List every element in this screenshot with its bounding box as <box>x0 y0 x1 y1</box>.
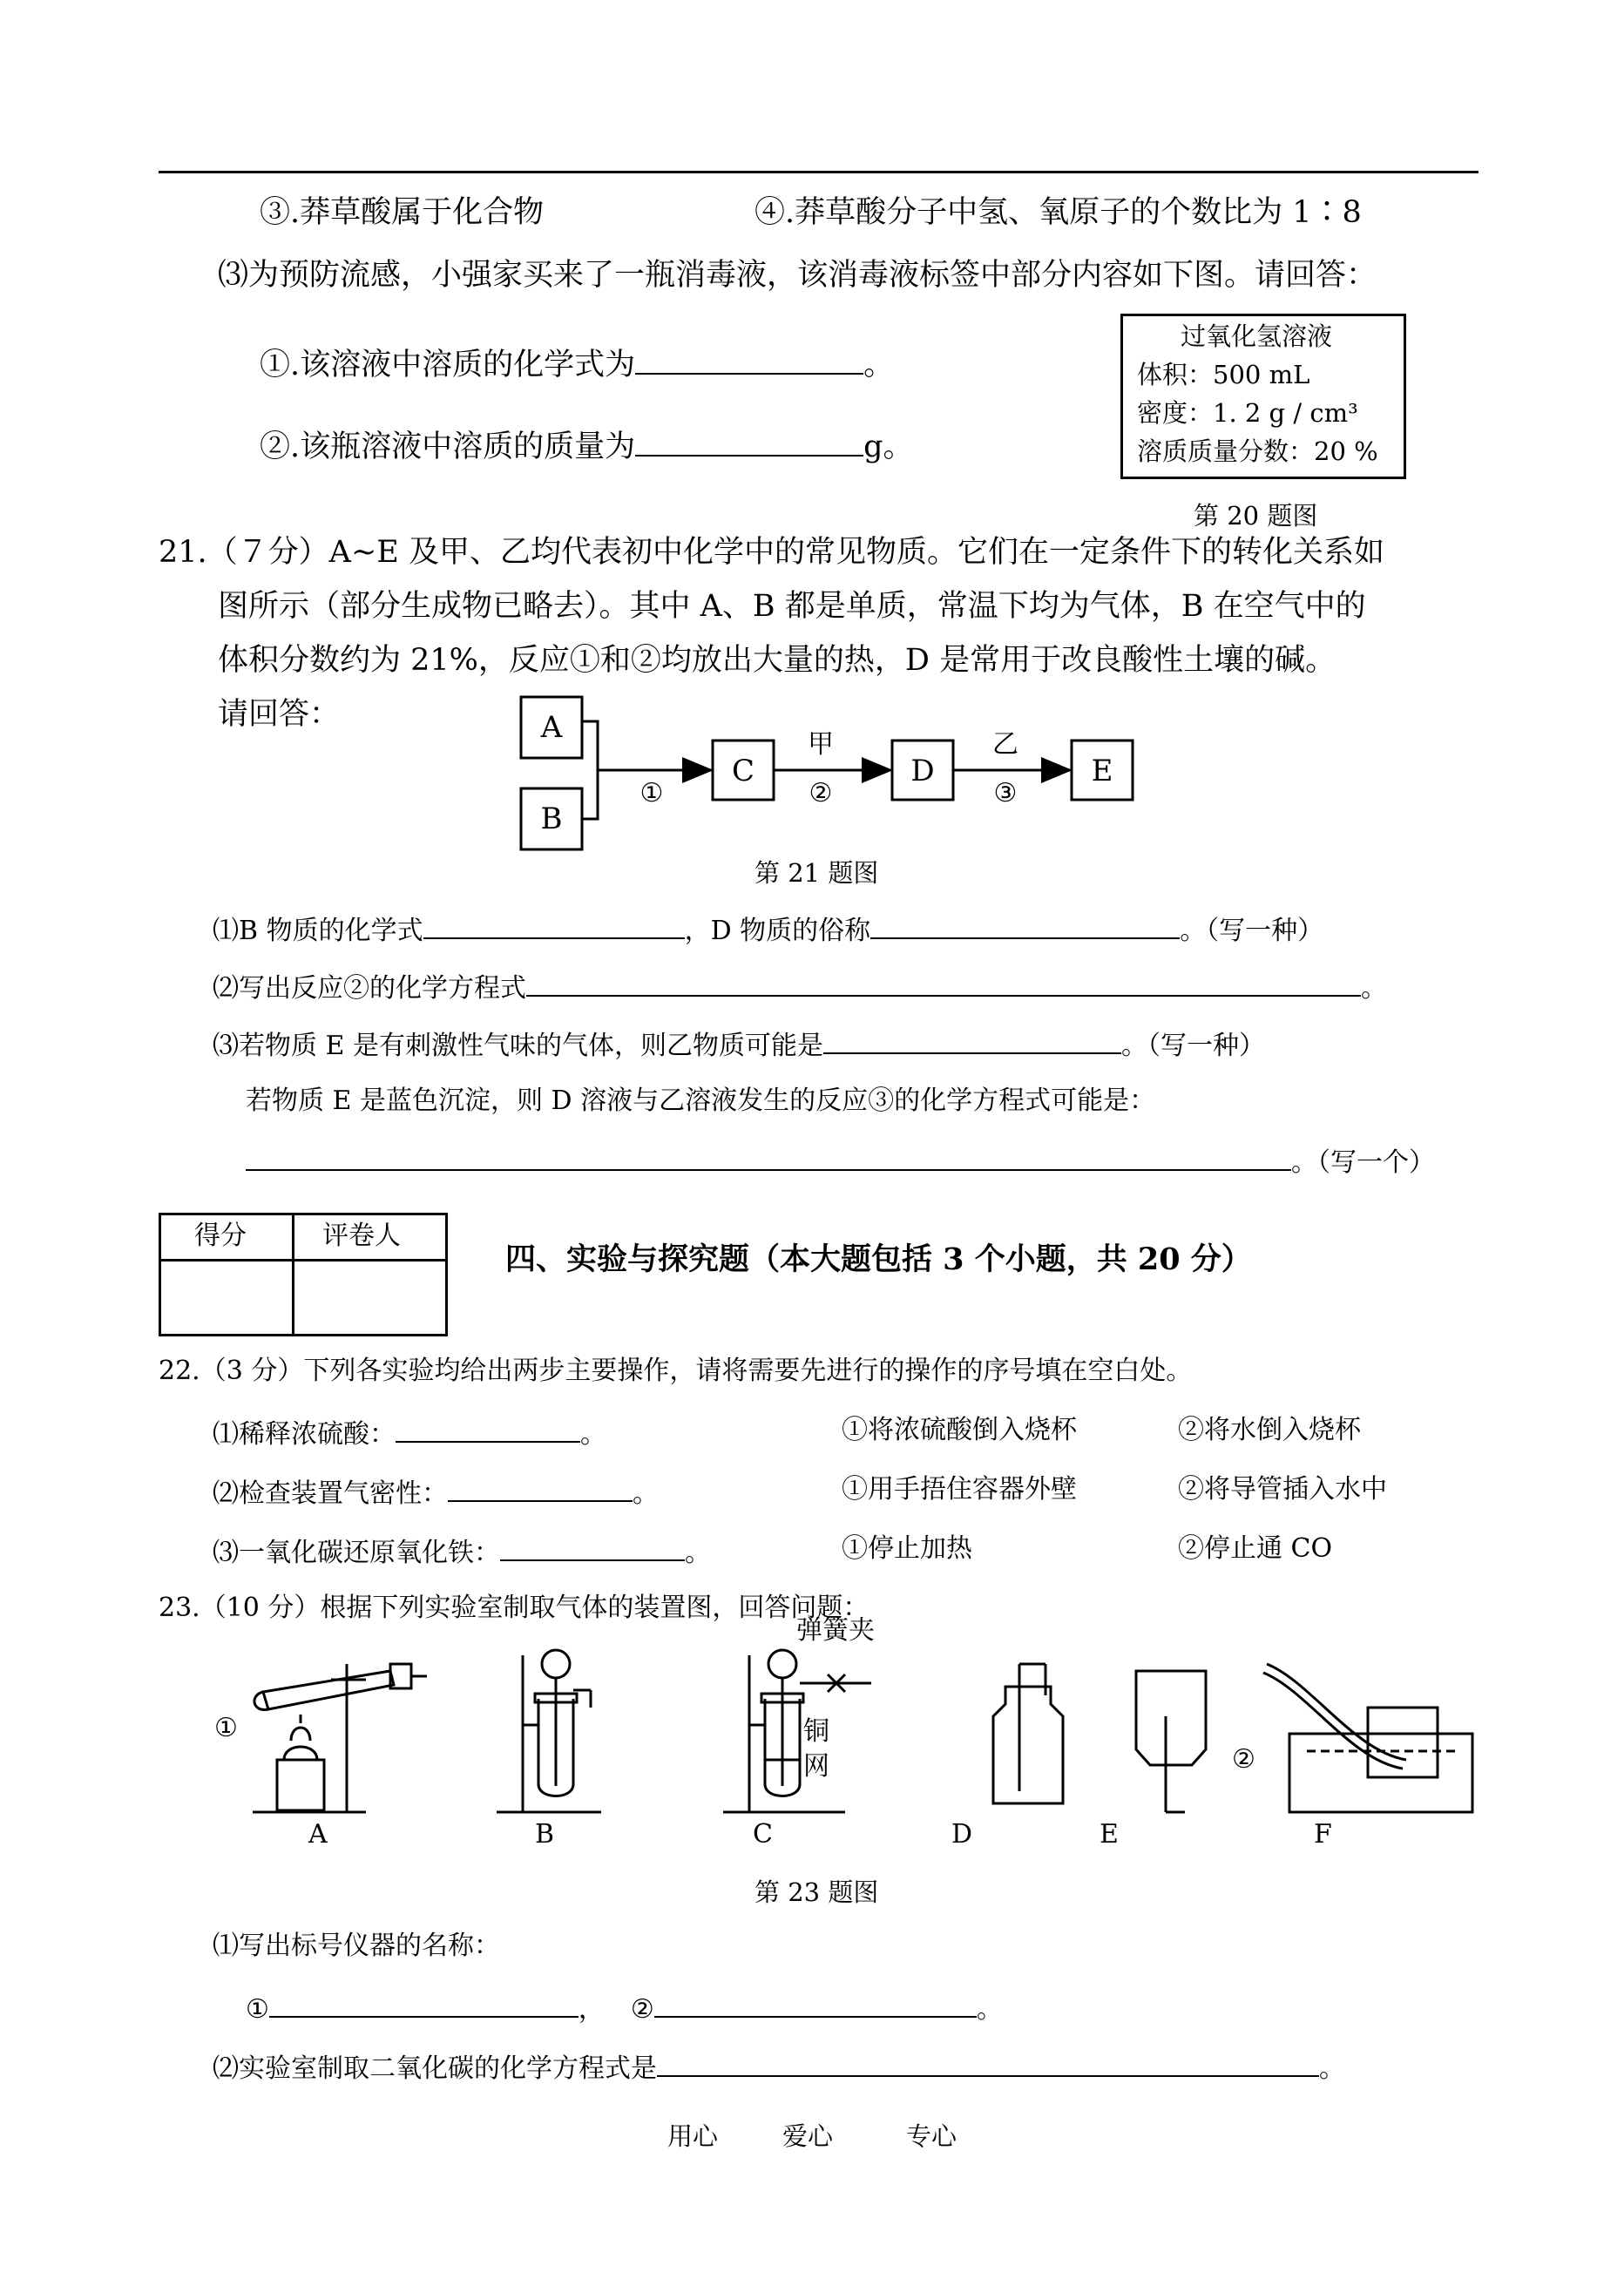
q21-stem-line2: 图所示（部分生成物已略去）。其中 A、B 都是单质，常温下均为气体，B 在空气中的 <box>218 589 1366 624</box>
q21-sub3: ⑶若物质 E 是有刺激性气味的气体，则乙物质可能是 。（写一种） <box>213 1026 1265 1062</box>
apparatus-label-c: C <box>753 1819 773 1850</box>
figure-20-caption: 第 20 题图 <box>1194 501 1318 531</box>
bracket <box>582 721 598 819</box>
disinfectant-label <box>1120 314 1406 479</box>
q22-row2: ⑵检查装置气密性： 。 <box>213 1474 659 1510</box>
q22-row3: ⑶一氧化碳还原氧化铁： 。 <box>213 1533 711 1569</box>
apparatus-label-f: F <box>1314 1819 1332 1850</box>
copper-mesh-label-2: 网 <box>803 1751 829 1782</box>
apparatus-label-d: D <box>951 1819 973 1850</box>
grader-header: 评卷人 <box>322 1221 401 1251</box>
box-b-label: B <box>540 802 563 836</box>
q22-row3-option1: ①停止加热 <box>842 1533 972 1564</box>
apparatus-label-e: E <box>1100 1819 1119 1850</box>
apparatus-c <box>723 1650 871 1812</box>
figure-23-caption: 第 23 题图 <box>754 1877 879 1907</box>
q22-row3-option2: ②停止通 CO <box>1178 1533 1333 1564</box>
copper-mesh-label-1: 铜 <box>803 1716 829 1747</box>
q21-stem-line4: 请回答： <box>218 697 341 732</box>
q22-row2-option2: ②将导管插入水中 <box>1178 1474 1387 1505</box>
top-rule <box>159 171 1479 173</box>
answer-blank[interactable] <box>246 1143 1291 1171</box>
box-a-label: A <box>540 710 563 745</box>
instrument-mark-1: ① <box>214 1713 238 1743</box>
reaction-1-mark: ① <box>639 778 664 808</box>
answer-blank[interactable] <box>870 911 1180 939</box>
answer-blank[interactable] <box>654 1990 977 2018</box>
answer-blank[interactable] <box>526 969 1361 997</box>
label-volume: 体积：500 mL <box>1137 360 1310 389</box>
answer-blank[interactable] <box>500 1533 685 1561</box>
apparatus-b <box>497 1650 601 1812</box>
label-title: 过氧化氢溶液 <box>1181 321 1333 351</box>
box-c-label: C <box>731 754 755 788</box>
q22-row2-option1: ①用手捂住容器外壁 <box>842 1474 1077 1505</box>
answer-blank[interactable] <box>635 347 863 375</box>
q22-stem: 22.（3 分）下列各实验均给出两步主要操作，请将需要先进行的操作的序号填在空白处。 <box>159 1356 1193 1386</box>
answer-blank[interactable] <box>823 1026 1121 1054</box>
footer-motto-3: 专心 <box>906 2121 957 2151</box>
q21-stem-line1: 21.（７分）A~E 及甲、乙均代表初中化学中的常见物质。它们在一定条件下的转化关系如 <box>159 535 1384 570</box>
q20-option-4: ④.莽草酸分子中氢、氧原子的个数比为 1∶8 <box>754 195 1362 230</box>
q20-subquestion-3: ⑶为预防流感，小强家买来了一瓶消毒液，该消毒液标签中部分内容如下图。请回答： <box>218 258 1377 293</box>
q21-sub3-line3: 。（写一个） <box>246 1143 1435 1179</box>
answer-blank[interactable] <box>657 2049 1319 2077</box>
q23-sub1: ⑴写出标号仪器的名称： <box>213 1931 500 1961</box>
apparatus-label-a: A <box>308 1819 328 1850</box>
q21-stem-line3: 体积分数约为 21%，反应①和②均放出大量的热，D 是常用于改良酸性土壤的碱。 <box>218 643 1336 678</box>
reagent-jia: 甲 <box>808 729 834 760</box>
box-e-label: E <box>1091 754 1113 788</box>
q20-3-1: ①.该溶液中溶质的化学式为 。 <box>260 348 895 382</box>
apparatus-a <box>253 1664 427 1812</box>
q23-sub1-blanks: ① ， ② 。 <box>246 1990 1003 2026</box>
footer-motto-2: 爱心 <box>782 2121 834 2151</box>
score-header: 得分 <box>194 1221 247 1251</box>
instrument-mark-2: ② <box>1232 1744 1255 1775</box>
answer-blank[interactable] <box>269 1990 579 2018</box>
apparatus-e <box>1136 1671 1206 1812</box>
apparatus-d <box>993 1664 1063 1803</box>
q22-row1: ⑴稀释浓硫酸： 。 <box>213 1415 606 1451</box>
answer-blank[interactable] <box>396 1415 580 1443</box>
footer-motto-1: 用心 <box>667 2121 719 2151</box>
answer-blank[interactable] <box>423 911 685 939</box>
apparatus-label-b: B <box>535 1819 555 1850</box>
q22-row1-option2: ②将水倒入烧杯 <box>1178 1415 1361 1445</box>
label-density: 密度：1. 2 g / cm³ <box>1137 398 1358 428</box>
q20-option-3: ③.莽草酸属于化合物 <box>260 195 545 230</box>
answer-blank[interactable] <box>635 429 863 457</box>
q21-sub1: ⑴B 物质的化学式 ，D 物质的俗称 。（写一种） <box>213 911 1323 947</box>
q21-flow-diagram <box>505 688 1141 862</box>
score-table <box>159 1213 448 1336</box>
box-d-label: D <box>910 754 935 788</box>
answer-blank[interactable] <box>448 1474 633 1502</box>
q23-apparatus-figure <box>200 1629 1481 1899</box>
apparatus-f <box>1263 1664 1472 1812</box>
figure-21-caption: 第 21 题图 <box>754 858 879 888</box>
section-4-heading: 四、实验与探究题（本大题包括 3 个小题，共 20 分） <box>505 1241 1252 1277</box>
q22-row1-option1: ①将浓硫酸倒入烧杯 <box>842 1415 1077 1445</box>
reagent-yi: 乙 <box>992 729 1018 760</box>
reaction-3-mark: ③ <box>993 778 1018 808</box>
q21-sub3-line2: 若物质 E 是蓝色沉淀，则 D 溶液与乙溶液发生的反应③的化学方程式可能是： <box>246 1086 1156 1116</box>
q20-3-2: ②.该瓶溶液中溶质的质量为 g。 <box>260 430 914 464</box>
label-mass-fraction: 溶质质量分数：20 % <box>1137 436 1378 466</box>
q21-sub2: ⑵写出反应②的化学方程式 。 <box>213 969 1387 1004</box>
reaction-2-mark: ② <box>809 778 833 808</box>
q23-sub2: ⑵实验室制取二氧化碳的化学方程式是 。 <box>213 2049 1345 2085</box>
spring-clip-label: 弹簧夹 <box>796 1615 875 1646</box>
q23-stem: 23.（10 分）根据下列实验室制取气体的装置图，回答问题： <box>159 1593 870 1623</box>
